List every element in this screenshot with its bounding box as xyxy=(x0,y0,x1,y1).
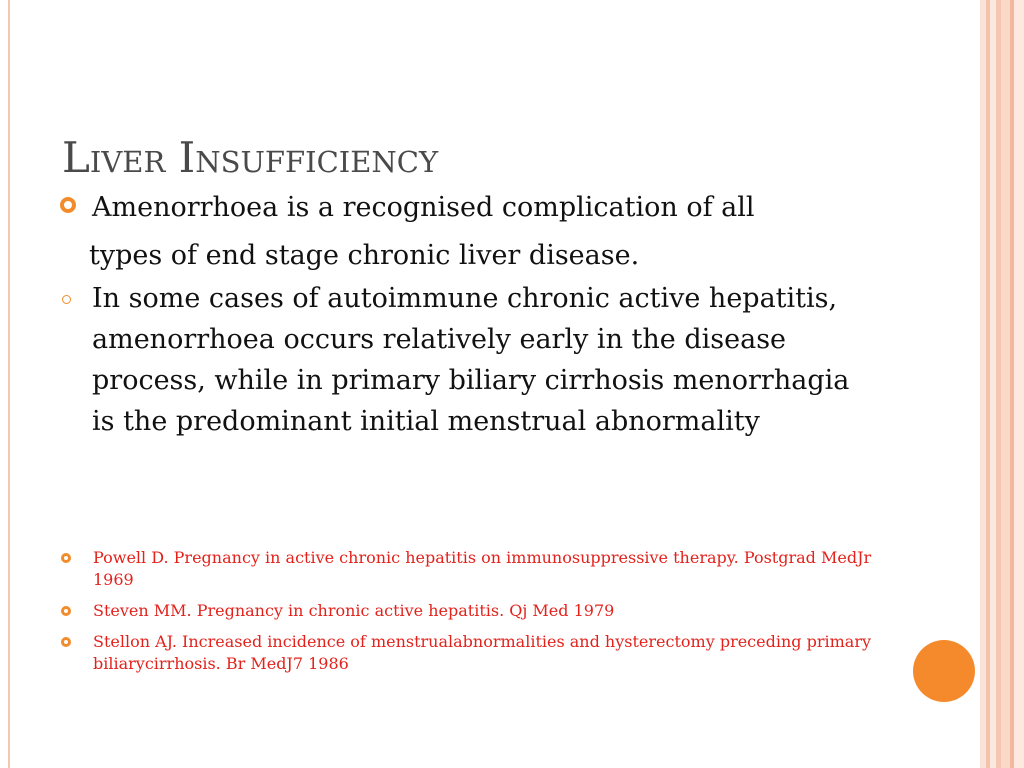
reference-item xyxy=(60,631,880,675)
ring-bullet-icon xyxy=(61,553,71,563)
hollow-circle-bullet-icon xyxy=(62,295,71,304)
reference-list xyxy=(60,547,880,684)
bullet-list xyxy=(60,186,880,442)
bullet-line-1: Amenorrhoea is a recognised complication of all xyxy=(92,192,755,223)
bullet-item xyxy=(60,278,880,442)
ring-bullet-icon xyxy=(60,197,76,213)
left-border-line xyxy=(8,0,10,768)
reference-item xyxy=(60,547,880,591)
stripe-7 xyxy=(1014,0,1024,768)
reference-text: Steven MM. Pregnancy in chronic active hepatitis. Qj Med 1979 xyxy=(93,601,615,620)
bullet-line-2: types of end stage chronic liver disease. xyxy=(89,240,640,271)
reference-text: Powell D. Pregnancy in active chronic hepatitis on immunosuppressive therapy. Postgrad MedJr 1969 xyxy=(93,548,872,589)
slide-title: Liver Insufficiency xyxy=(62,133,439,183)
reference-text: Stellon AJ. Increased incidence of menstrualabnormalities and hysterectomy preceding primary biliarycirrhosis. Br MedJ7 1986 xyxy=(93,632,872,673)
ring-bullet-icon xyxy=(61,637,71,647)
ring-bullet-icon xyxy=(61,606,71,616)
bullet-item xyxy=(60,186,880,278)
stripe-5 xyxy=(1001,0,1010,768)
reference-item xyxy=(60,600,880,622)
bullet-text: In some cases of autoimmune chronic active hepatitis, amenorrhoea occurs relatively early in the disease process, while in primary biliary cirrhosis menorrhagia is the predominant initial menstrual abnormality xyxy=(92,283,850,437)
decorative-orange-circle xyxy=(913,640,975,702)
